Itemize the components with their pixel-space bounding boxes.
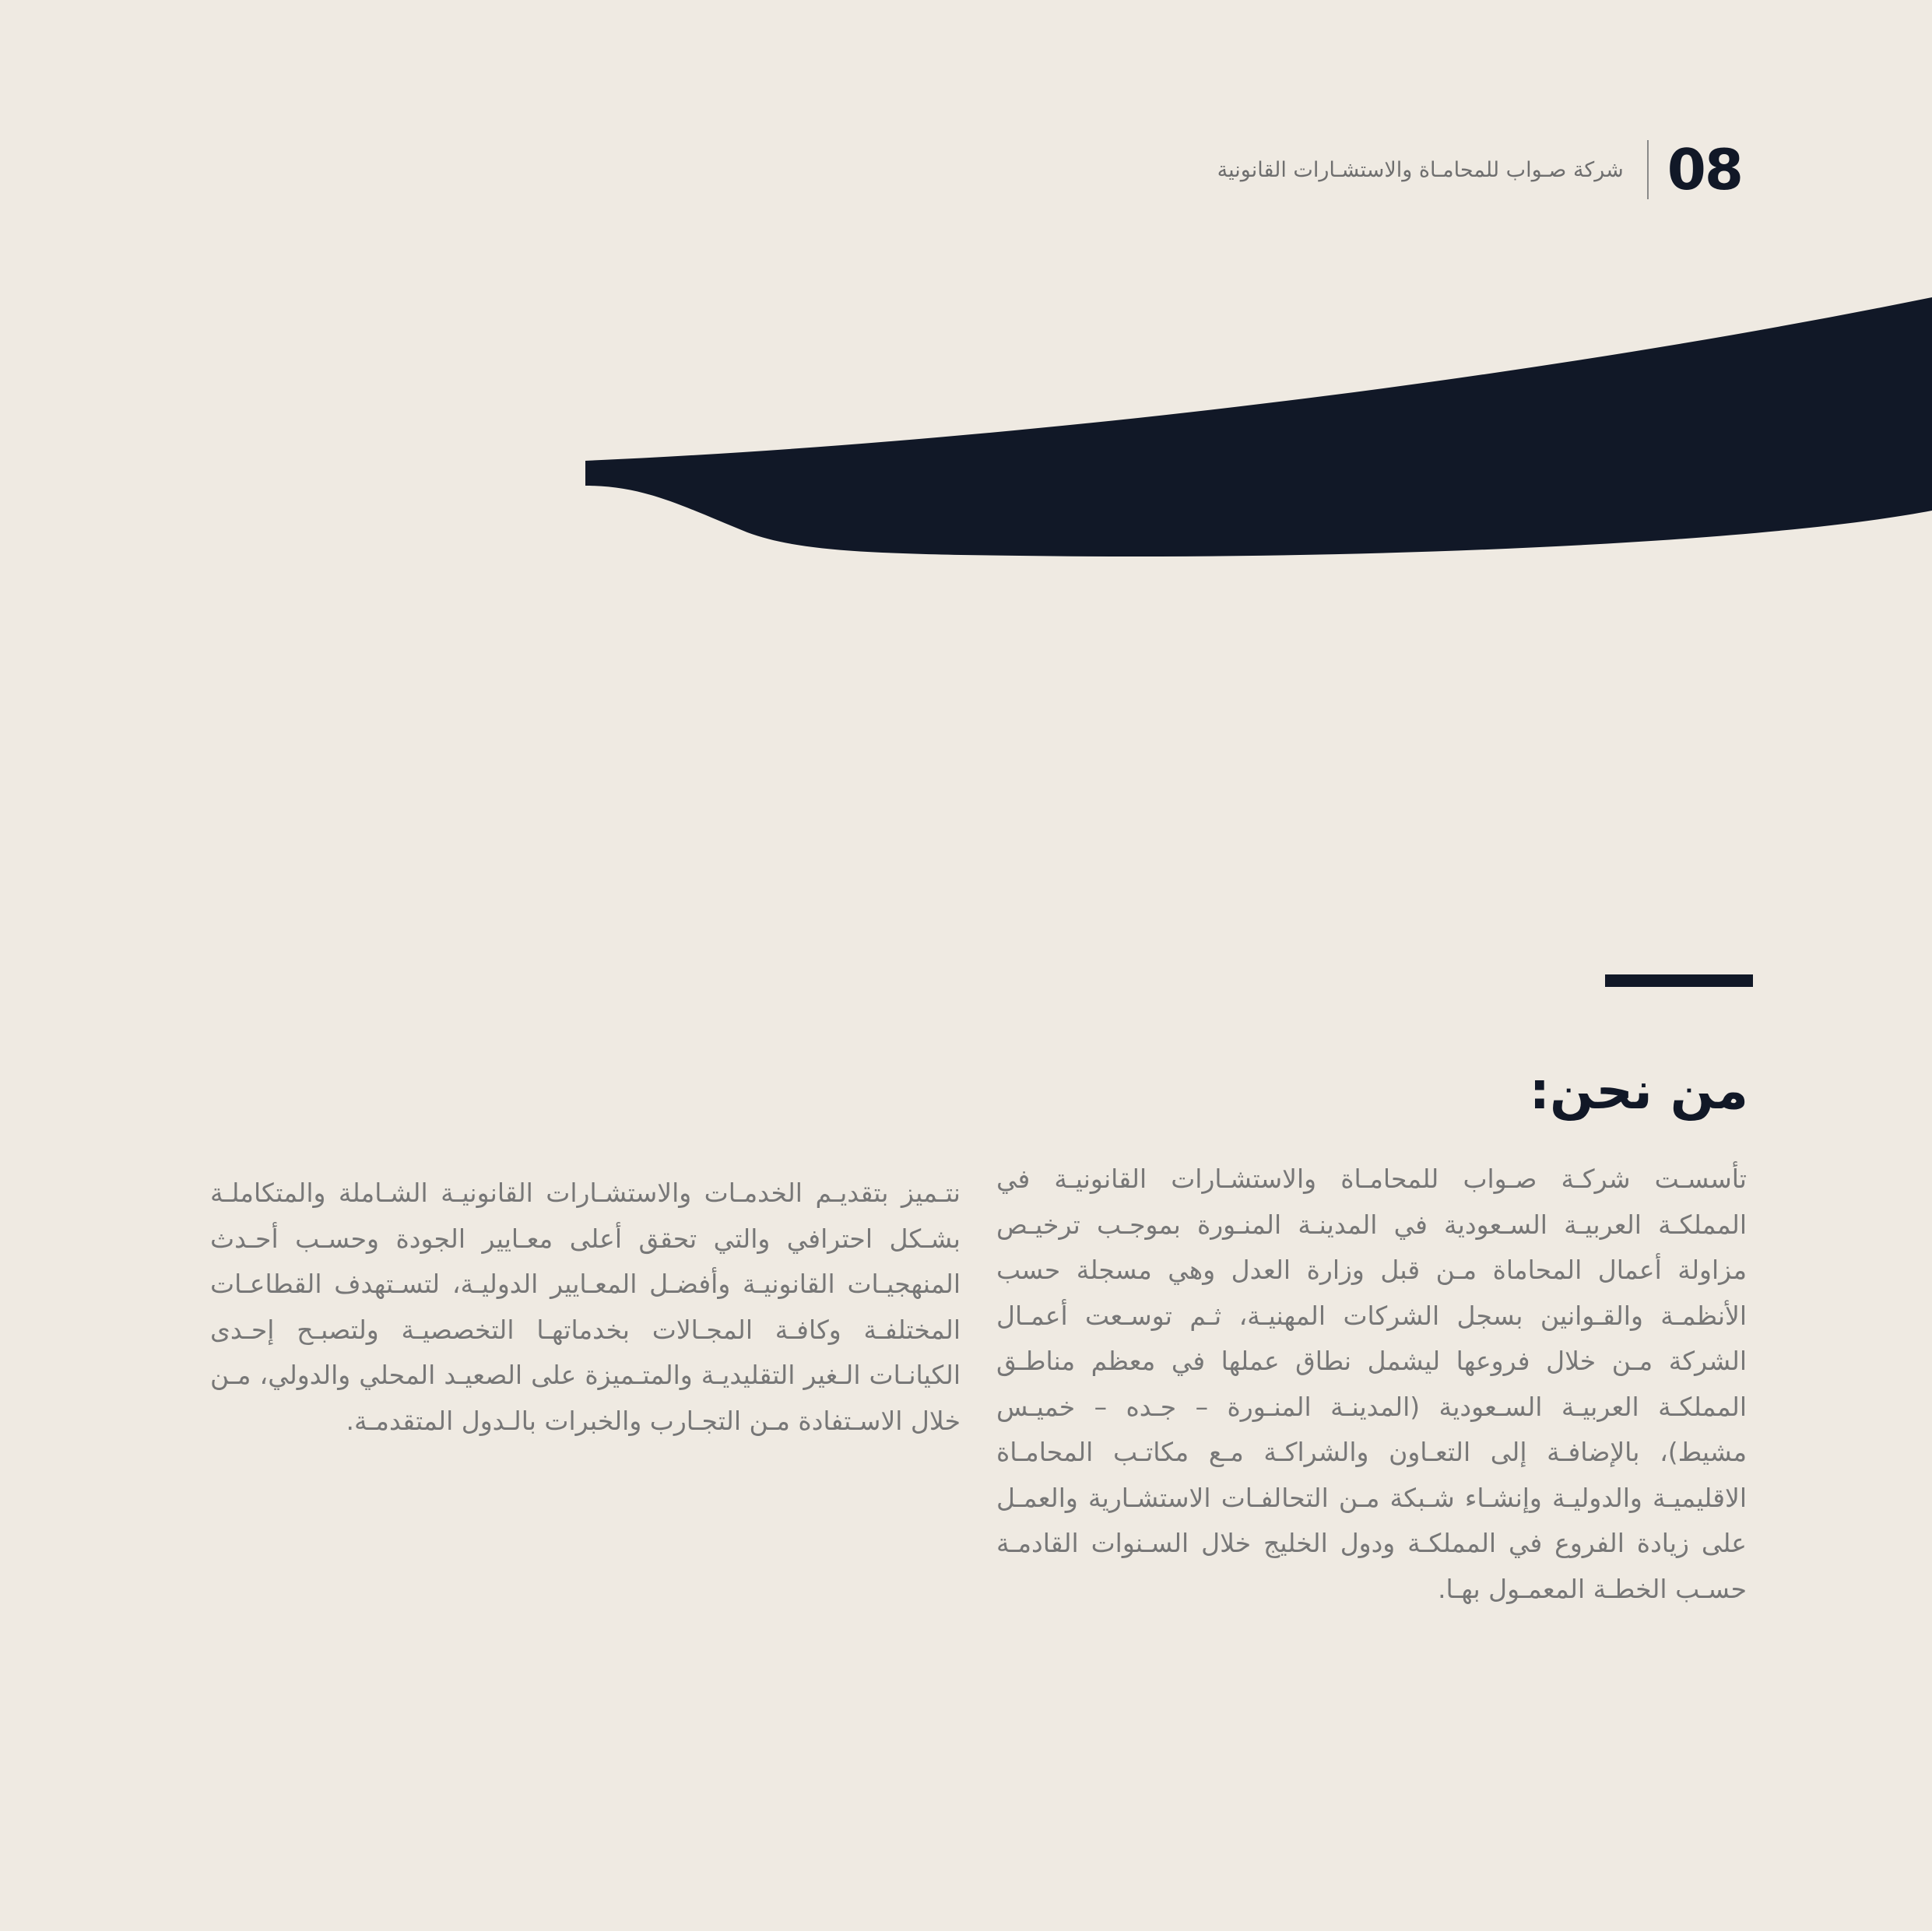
section-title: من نحن: xyxy=(1529,1061,1748,1122)
about-history-paragraph: تأسسـت شركـة صـواب للمحامـاة والاستشـارات القانونيـة في المملكـة العربيـة السـعودية في المدينـة المنـورة بموجـب ترخيـص مزاولة أعمال المحاماة مـن قبل وزارة العدل وهي مسجلة حسب الأنظمـة والقـوانين بسجل الشركات المهنيـة، ثـم توسـعت أعمـال الشركة مـن خلال فروعها ليشمل نطاق عملها في معظم مناطـق المملكـة العربيـة السـعودية (المدينـة المنـورة – جـده – خميـس مشيط)، بالإضافـة إلى التعـاون والشراكـة مـع مكاتـب المحامـاة الاقليميـة والدوليـة وإنشـاء شـبكة مـن التحالفـات الاستشـارية والعمـل على زيادة الفروع في المملكـة ودول الخليج خلال السـنوات القادمـة حسـب الخطـة المعمـول بهـا. xyxy=(996,1164,1747,1604)
title-accent-bar xyxy=(1605,974,1753,987)
blade-path xyxy=(585,297,1932,556)
about-distinction-paragraph: نتـميز بتقديـم الخدمـات والاستشـارات القانونيـة الشـاملة والمتكاملـة بشـكل احترافي والتي تحقق أعلى معـايير الجودة وحسـب أحـدث المنهجيـات القانونيـة وأفضـل المعـايير الدوليـة، لتسـتهدف القطاعـات المختلفـة وكافـة المجـالات بخدماتهـا التخصصيـة ولتصبـح إحـدى الكيانـات الـغير التقليديـة والمتـميزة على الصعيـد المحلي والدولي، مـن خلال الاسـتفادة مـن التجـارب والخبرات بالـدول المتقدمـة. xyxy=(210,1178,961,1436)
page-number: 08 xyxy=(1667,137,1742,202)
company-name: شركة صـواب للمحامـاة والاستشـارات القانونية xyxy=(1217,157,1624,182)
decorative-blade-shape xyxy=(0,0,1932,592)
